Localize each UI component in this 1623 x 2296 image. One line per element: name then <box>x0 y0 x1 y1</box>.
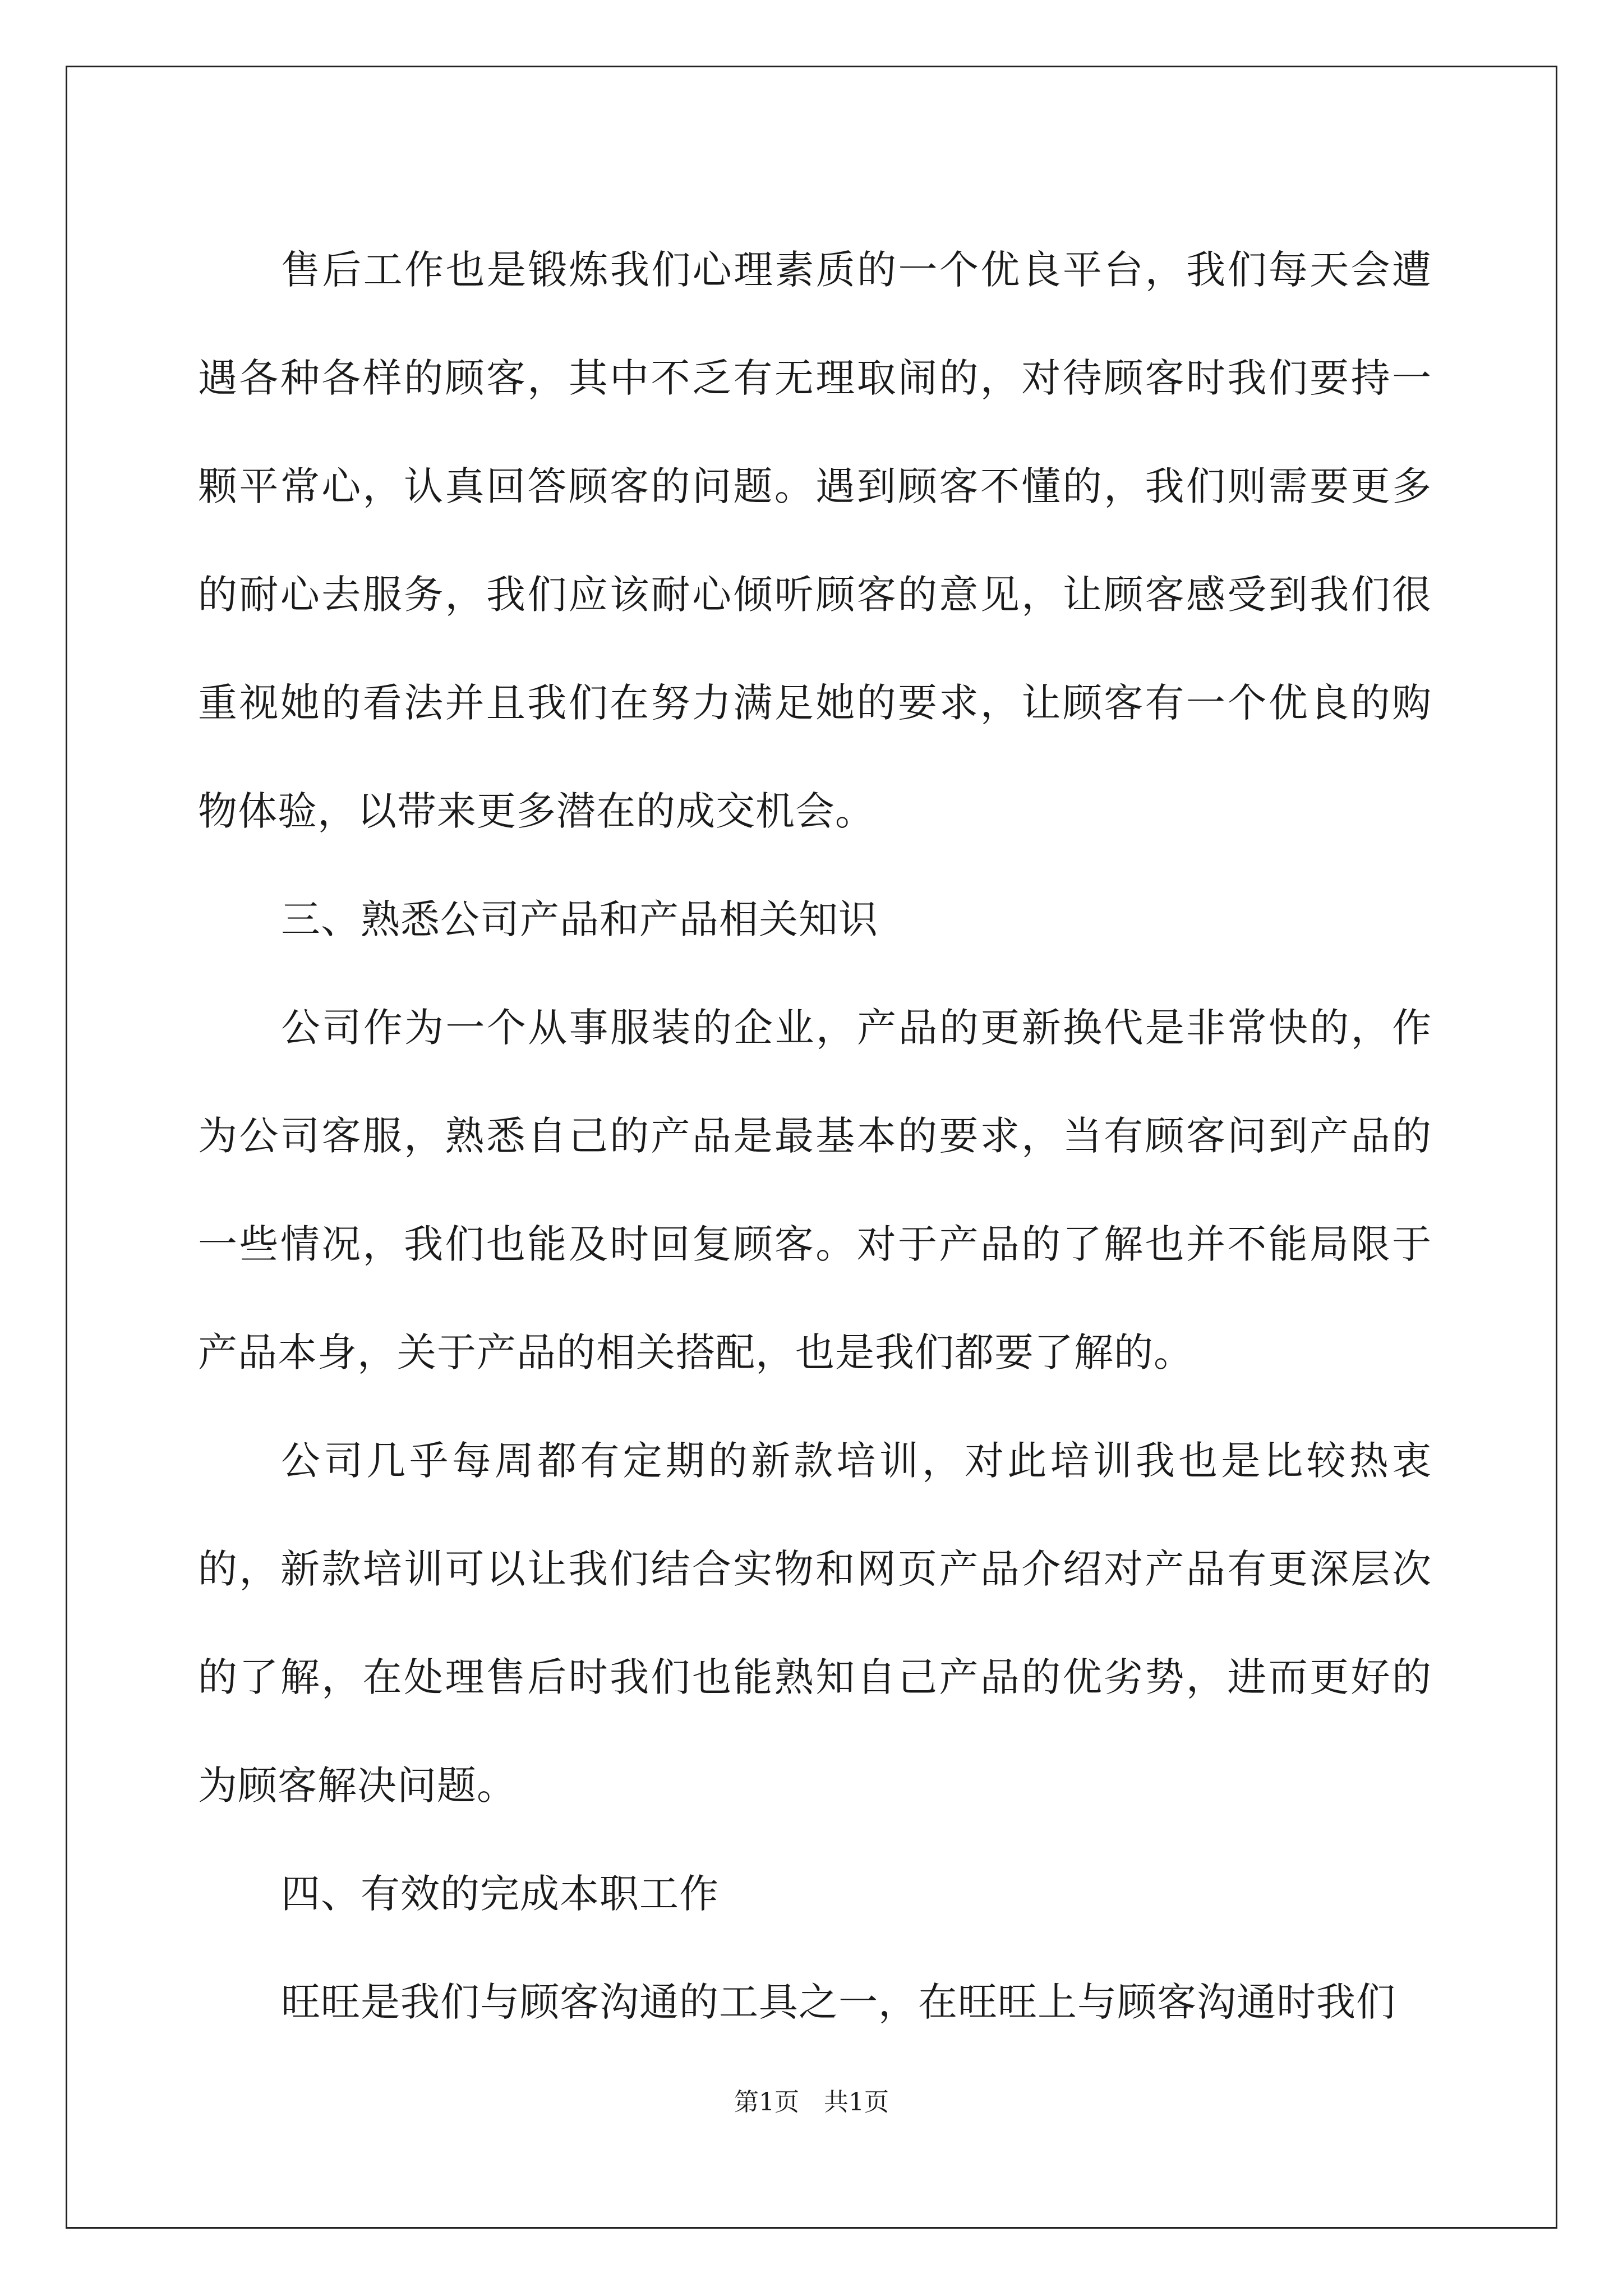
section-heading-3: 三、熟悉公司产品和产品相关知识 <box>281 896 878 942</box>
paragraph-wangwang: 旺旺是我们与顾客沟通的工具之一，在旺旺上与顾客沟通时我们 <box>281 1979 1396 2025</box>
document-body <box>198 216 1432 2056</box>
paragraph-after-sales: 售后工作也是锻炼我们心理素质的一个优良平台，我们每天会遭遇各种各样的顾客，其中不乏有无理取闹的，对待顾客时我们要持一颗平常心，认真回答顾客的问题。遇到顾客不懂的，我们则需要更多的耐心去服务，我们应该耐心倾听顾客的意见，让顾客感受到我们很重视她的看法并且我们在努力满足她的要求，让顾客有一个优良的购物体验，以带来更多潜在的成交机会。 <box>198 247 1432 834</box>
page-number-total: 共1页 <box>824 2088 889 2116</box>
page-footer <box>0 2086 1623 2119</box>
paragraph-training: 公司几乎每周都有定期的新款培训，对此培训我也是比较热衷的，新款培训可以让我们结合实物和网页产品介绍对产品有更深层次的了解，在处理售后时我们也能熟知自己产品的优劣势，进而更好的为顾客解决问题。 <box>198 1438 1432 1809</box>
section-heading-4: 四、有效的完成本职工作 <box>281 1871 719 1917</box>
paragraph-product-knowledge: 公司作为一个从事服装的企业，产品的更新换代是非常快的，作为公司客服，熟悉自己的产品是最基本的要求，当有顾客问到产品的一些情况，我们也能及时回复顾客。对于产品的了解也并不能局限于产品本身，关于产品的相关搭配，也是我们都要了解的。 <box>198 1005 1432 1375</box>
page-number-current: 第1页 <box>734 2088 799 2116</box>
